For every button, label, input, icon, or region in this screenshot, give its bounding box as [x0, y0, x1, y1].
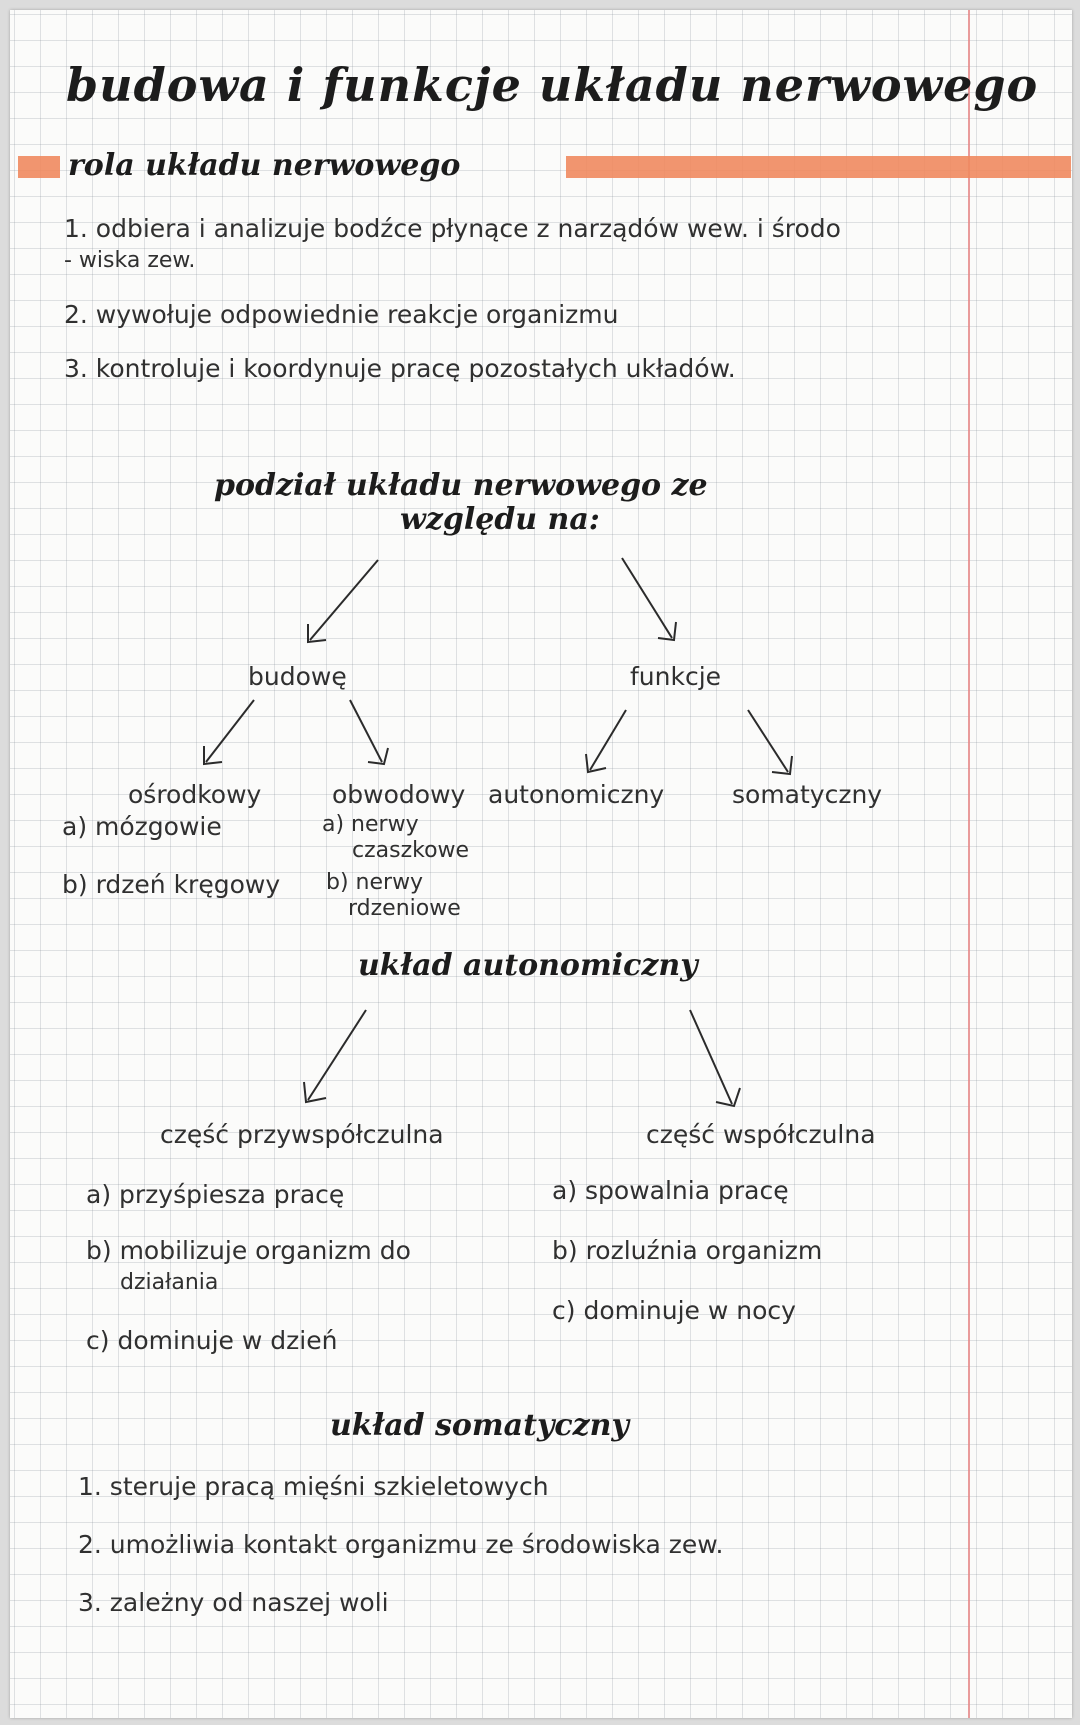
section-heading-somatic: układ somatyczny — [330, 1408, 629, 1443]
node-obwodowy: obwodowy — [332, 780, 466, 809]
parasym-item-b: b) mobilizuje organizm do — [86, 1236, 411, 1265]
somatic-item-2: 2. umożliwia kontakt organizmu ze środowiska zew. — [78, 1530, 724, 1559]
parasym-item-c: c) dominuje w dzień — [86, 1326, 338, 1355]
parasym-item-b-cont: działania — [120, 1270, 219, 1295]
role-item-1-cont: - wiska zew. — [64, 248, 196, 273]
obwodowy-item-b: b) nerwy — [326, 870, 424, 895]
arrow-to-osrodkowy — [206, 700, 254, 762]
sym-item-c: c) dominuje w nocy — [552, 1296, 796, 1325]
section-heading-autonomic: układ autonomiczny — [358, 948, 698, 983]
parasym-item-a: a) przyśpiesza pracę — [86, 1180, 345, 1209]
somatic-item-1: 1. steruje pracą mięśni szkieletowych — [78, 1472, 549, 1501]
arrow-to-obwodowy — [350, 700, 382, 762]
node-osrodkowy: ośrodkowy — [128, 780, 262, 809]
node-przywspolczulna: część przywspółczulna — [160, 1120, 444, 1149]
node-wspolczulna: część współczulna — [646, 1120, 876, 1149]
osrodkowy-item-b: b) rdzeń kręgowy — [62, 870, 281, 899]
diagram-arrows — [10, 10, 1072, 1718]
osrodkowy-item-a: a) mózgowie — [62, 812, 222, 841]
arrow-to-wspolczulna — [690, 1010, 732, 1104]
page-title: budowa i funkcje układu nerwowego — [66, 58, 1039, 112]
arrowhead-autonomiczny — [586, 754, 606, 772]
division-heading-line2: względu na: — [400, 502, 600, 537]
arrow-to-somatyczny — [748, 710, 788, 772]
section-heading-role: rola układu nerwowego — [68, 148, 461, 183]
obwodowy-item-b-cont: rdzeniowe — [348, 896, 461, 921]
arrowhead-somatyczny — [772, 756, 792, 774]
division-heading-line1: podział układu nerwowego ze — [214, 468, 708, 503]
node-funkcje: funkcje — [630, 662, 722, 691]
sym-item-b: b) rozluźnia organizm — [552, 1236, 823, 1265]
arrow-to-budowe — [310, 560, 378, 640]
obwodowy-item-a-cont: czaszkowe — [352, 838, 470, 863]
sym-item-a: a) spowalnia pracę — [552, 1176, 789, 1205]
role-item-1: 1. odbiera i analizuje bodźce płynące z narządów wew. i środo — [64, 214, 841, 243]
somatic-item-3: 3. zależny od naszej woli — [78, 1588, 389, 1617]
arrow-to-autonomiczny — [590, 710, 626, 770]
arrow-to-przywspolczulna — [308, 1010, 366, 1100]
node-autonomiczny: autonomiczny — [488, 780, 665, 809]
arrow-to-funkcje — [622, 558, 672, 638]
arrowhead-przywspolczulna — [304, 1082, 326, 1102]
role-item-3: 3. kontroluje i koordynuje pracę pozostałych układów. — [64, 354, 736, 383]
node-budowe: budowę — [248, 662, 347, 691]
obwodowy-item-a: a) nerwy — [322, 812, 419, 837]
node-somatyczny: somatyczny — [732, 780, 883, 809]
role-item-2: 2. wywołuje odpowiednie reakcje organizmu — [64, 300, 619, 329]
notebook-page — [10, 10, 1072, 1718]
